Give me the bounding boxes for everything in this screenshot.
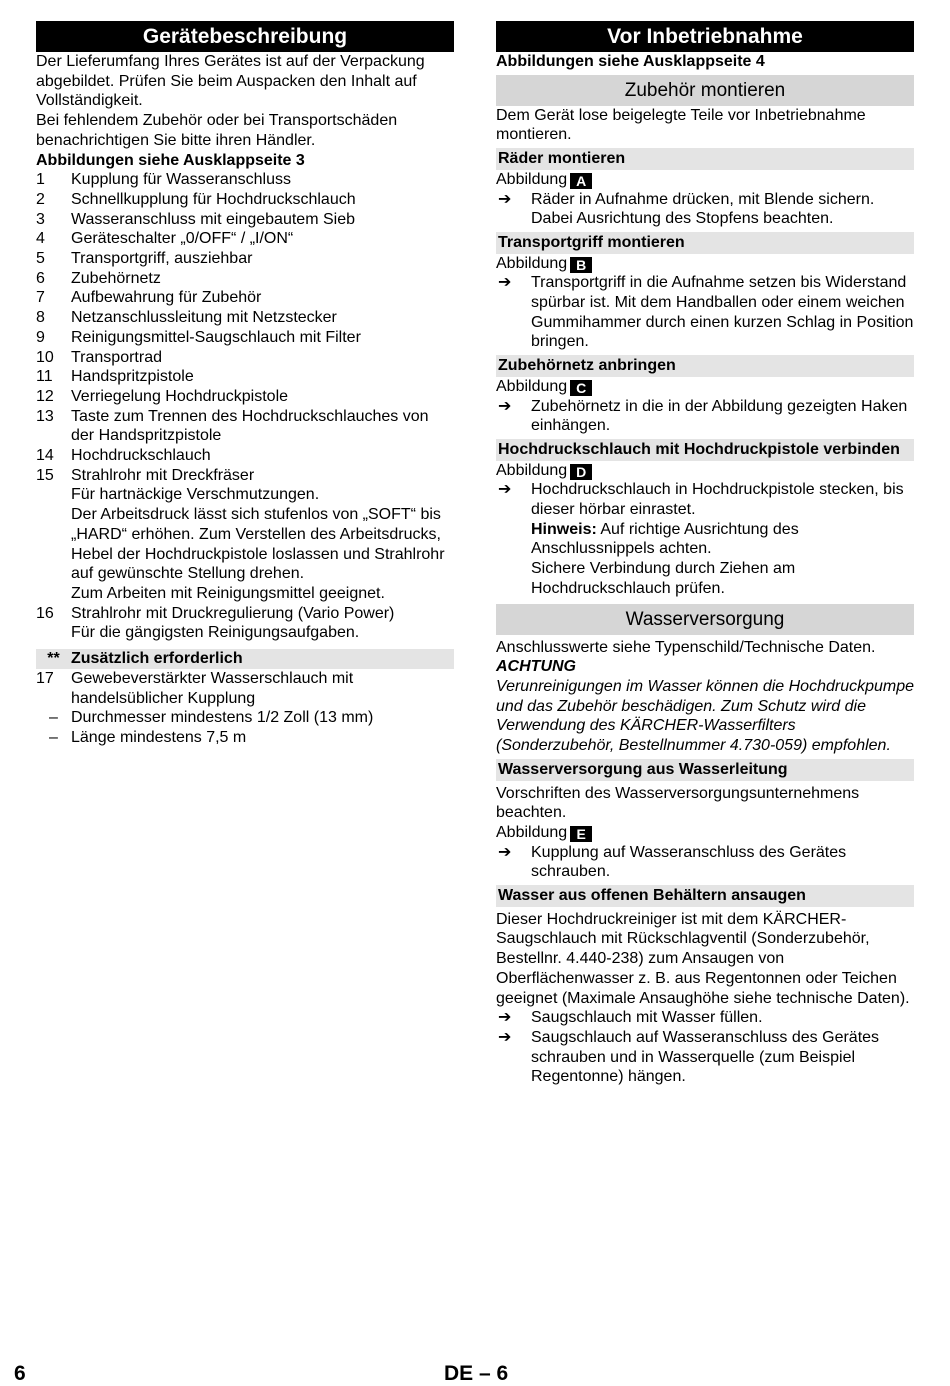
arrow-icon: ➔: [498, 1009, 512, 1027]
figure-label-text: Abbildung: [496, 170, 568, 188]
item-text-block: [71, 269, 454, 289]
figure-label-text: Abbildung: [496, 377, 568, 395]
figure-label-text: Abbildung: [496, 823, 568, 841]
item-text: Gewebeverstärkter Wasserschlauch mit handelsüblicher Kupplung: [71, 669, 354, 707]
step-item: [496, 843, 914, 882]
item-text-block: [71, 288, 454, 308]
list-item: [36, 407, 454, 446]
step-item: [496, 397, 914, 436]
item-text: Transportgriff, ausziehbar: [71, 250, 253, 268]
item-text-block: [71, 308, 454, 328]
item-text-block: [71, 604, 454, 643]
water-text: Anschlusswerte siehe Typenschild/Technische Daten.: [496, 638, 876, 656]
list-item: [36, 170, 454, 190]
heading-mains-water: Wasserversorgung aus Wasserleitung: [496, 759, 914, 781]
item-number: 17: [36, 669, 54, 687]
list-item: [36, 466, 454, 604]
additional-label: Zusätzlich erforderlich: [71, 650, 243, 668]
arrow-icon: ➔: [498, 843, 512, 861]
item-text-block: [71, 446, 454, 466]
arrow-icon: ➔: [498, 397, 512, 415]
step-item: [496, 273, 914, 352]
list-item: [36, 348, 454, 368]
list-item: [36, 288, 454, 308]
figure-reference: Abbildungen siehe Ausklappseite 3: [36, 151, 305, 169]
item-text-block: [71, 190, 454, 210]
figure-badge: C: [570, 380, 592, 396]
step-text: Saugschlauch mit Wasser füllen.: [531, 1009, 763, 1027]
item-number: 5: [36, 250, 45, 268]
list-item: [36, 669, 454, 708]
step-item: [496, 480, 914, 598]
step-text: Kupplung auf Wasseranschluss des Gerätes schrauben.: [531, 843, 847, 881]
step-text: Hochdruckschlauch in Hochdruckpistole stecken, bis dieser hörbar einrastet.: [531, 481, 904, 519]
step-body: [531, 480, 914, 598]
item-text-block: [71, 348, 454, 368]
item-text: Wasseranschluss mit eingebautem Sieb: [71, 210, 355, 228]
step-item: [496, 1008, 914, 1028]
item-text-block: [71, 170, 454, 190]
item-text: Strahlrohr mit Druckregulierung (Vario Power): [71, 604, 395, 622]
check-text: Sichere Verbindung durch Ziehen am Hochdruckschlauch prüfen.: [531, 560, 796, 597]
figure-badge: E: [570, 826, 592, 842]
warning-label: ACHTUNG: [496, 658, 576, 676]
heading-hose: Hochdruckschlauch mit Hochdruckpistole verbinden: [496, 439, 914, 461]
list-item: [36, 269, 454, 289]
list-item: [36, 328, 454, 348]
heading-accessory-net: Zubehörnetz anbringen: [496, 355, 914, 377]
heading-open-tank: Wasser aus offenen Behältern ansaugen: [496, 885, 914, 907]
item-text: Taste zum Trennen des Hochdruckschlauches von der Handspritzpistole: [71, 407, 429, 445]
arrow-icon: ➔: [498, 274, 512, 292]
list-item: [36, 604, 454, 643]
left-column: [36, 21, 454, 748]
step-item: [496, 190, 914, 229]
item-text: Netzanschlussleitung mit Netzstecker: [71, 309, 337, 327]
item-text: Aufbewahrung für Zubehör: [71, 289, 262, 307]
intro-text-damage: Bei fehlendem Zubehör oder bei Transportschäden benachrichtigen Sie bitte ihren Händler.: [36, 112, 398, 149]
additional-marker: **: [47, 650, 60, 668]
figure-label-text: Abbildung: [496, 254, 568, 272]
item-number: 1: [36, 171, 45, 189]
figure-label-text: Abbildung: [496, 461, 568, 479]
item-detail: Zum Arbeiten mit Reinigungsmittel geeignet.: [71, 584, 385, 602]
dash-text: Durchmesser mindestens 1/2 Zoll (13 mm): [71, 709, 374, 727]
step-text: Räder in Aufnahme drücken, mit Blende sichern. Dabei Ausrichtung des Stopfens beachten.: [531, 190, 875, 228]
parts-list: [36, 170, 454, 643]
item-number: 7: [36, 289, 45, 307]
page-number: 6: [14, 1362, 26, 1385]
figure-badge: D: [570, 464, 592, 480]
additional-required-row: [36, 649, 454, 669]
item-number: 9: [36, 328, 45, 346]
figure-badge: B: [570, 257, 592, 273]
item-number: 3: [36, 210, 45, 228]
subsection-title-water-supply: Wasserversorgung: [496, 604, 914, 635]
list-item: [36, 210, 454, 230]
item-number: 12: [36, 387, 54, 405]
arrow-icon: ➔: [498, 1028, 512, 1046]
item-detail: Für die gängigsten Reinigungsaufgaben.: [71, 624, 360, 642]
list-item: [36, 190, 454, 210]
item-text-block: [71, 407, 454, 446]
dash-marker: –: [49, 709, 58, 727]
item-number: 13: [36, 407, 54, 425]
page-code: DE – 6: [444, 1362, 509, 1385]
step-text: Transportgriff in die Aufnahme setzen bis Widerstand spürbar ist. Mit dem Handballen oder einem weichen Gummihammer durch einen kurzen Schlag in Position bringen.: [531, 274, 914, 351]
list-item: [36, 446, 454, 466]
item-number: 11: [36, 368, 53, 386]
list-item: [36, 308, 454, 328]
subsection-title-accessories: Zubehör montieren: [496, 75, 914, 106]
figure-label: [496, 377, 914, 397]
item-text-block: [71, 367, 454, 387]
item-number: 10: [36, 348, 54, 366]
item-text-block: [71, 229, 454, 249]
warning-text: Verunreinigungen im Wasser können die Hochdruckpumpe und das Zubehör beschädigen. Zum Schutz wird die Verwendung des KÄRCHER-Wasserfilters (Sonderzubehör, Bestellnummer 4.730-059) empfohlen.: [496, 677, 915, 755]
item-detail: Der Arbeitsdruck lässt sich stufenlos von „SOFT“ bis „HARD“ erhöhen. Zum Verstellen des Arbeitsdrucks, Hebel der Hochdruckpistole loslassen und Strahlrohr auf gewünschte Stellung drehen.: [71, 506, 445, 583]
heading-wheels: Räder montieren: [496, 148, 914, 170]
item-text: Kupplung für Wasseranschluss: [71, 171, 291, 189]
item-text-block: [71, 249, 454, 269]
item-text-block: [71, 466, 454, 604]
item-text: Schnellkupplung für Hochdruckschlauch: [71, 190, 356, 208]
item-detail: Für hartnäckige Verschmutzungen.: [71, 486, 320, 504]
hint-label: Hinweis:: [531, 520, 597, 538]
figure-reference: Abbildungen siehe Ausklappseite 4: [496, 53, 765, 70]
item-number: 6: [36, 269, 45, 287]
list-item: [36, 387, 454, 407]
arrow-icon: ➔: [498, 481, 512, 499]
section-title-before-operation: Vor Inbetriebnahme: [496, 21, 914, 52]
item-text: Verriegelung Hochdruckpistole: [71, 387, 289, 405]
accessory-text: Dem Gerät lose beigelegte Teile vor Inbetriebnahme montieren.: [496, 106, 866, 144]
arrow-icon: ➔: [498, 190, 512, 208]
intro-text: Der Lieferumfang Ihres Gerätes ist auf der Verpackung abgebildet. Prüfen Sie beim Auspacken den Inhalt auf Vollständigkeit.: [36, 53, 425, 110]
item-text: Strahlrohr mit Dreckfräser: [71, 466, 255, 484]
step-item: [496, 1028, 914, 1087]
item-text: Handspritzpistole: [71, 368, 194, 386]
step-text: Zubehörnetz in die in der Abbildung gezeigten Haken einhängen.: [531, 397, 908, 435]
item-text: Hochdruckschlauch: [71, 447, 211, 465]
mains-text: Vorschriften des Wasserversorgungsunternehmens beachten.: [496, 784, 860, 822]
figure-label: [496, 823, 914, 843]
right-column: [496, 21, 914, 1087]
item-number: 16: [36, 604, 54, 622]
item-text-block: [71, 210, 454, 230]
tank-text: Dieser Hochdruckreiniger ist mit dem KÄRCHER-Saugschlauch mit Rückschlagventil (Sonderzubehör, Bestellnr. 4.440-238) zum Ansaugen von Oberflächenwasser z. B. aus Regentonnen oder Teichen geeignet (Maximale Ansaughöhe siehe technische Daten).: [496, 910, 910, 1007]
item-text: Reinigungsmittel-Saugschlauch mit Filter: [71, 328, 361, 346]
list-item: [36, 367, 454, 387]
item-text-block: [71, 387, 454, 407]
dash-item: [36, 728, 454, 748]
item-text: Zubehörnetz: [71, 269, 161, 287]
heading-handle: Transportgriff montieren: [496, 232, 914, 254]
figure-label: [496, 254, 914, 274]
item-text: Geräteschalter „0/OFF“ / „I/ON“: [71, 230, 294, 248]
item-number: 2: [36, 190, 45, 208]
list-item: [36, 249, 454, 269]
step-text: Saugschlauch auf Wasseranschluss des Gerätes schrauben und in Wasserquelle (zum Beispiel Regentonne) hängen.: [531, 1028, 880, 1086]
item-number: 4: [36, 230, 45, 248]
dash-item: [36, 708, 454, 728]
dash-marker: –: [49, 728, 58, 746]
item-text-block: [71, 328, 454, 348]
figure-label: [496, 170, 914, 190]
list-item: [36, 229, 454, 249]
item-number: 15: [36, 466, 54, 484]
section-title-device-description: Gerätebeschreibung: [36, 21, 454, 52]
item-number: 14: [36, 447, 54, 465]
dash-text: Länge mindestens 7,5 m: [71, 728, 247, 746]
figure-badge: A: [570, 173, 592, 189]
item-number: 8: [36, 309, 45, 327]
hint-text: Auf richtige Ausrichtung des Anschlussnippels achten.: [531, 520, 799, 558]
figure-label: [496, 461, 914, 481]
item-text: Transportrad: [71, 348, 162, 366]
